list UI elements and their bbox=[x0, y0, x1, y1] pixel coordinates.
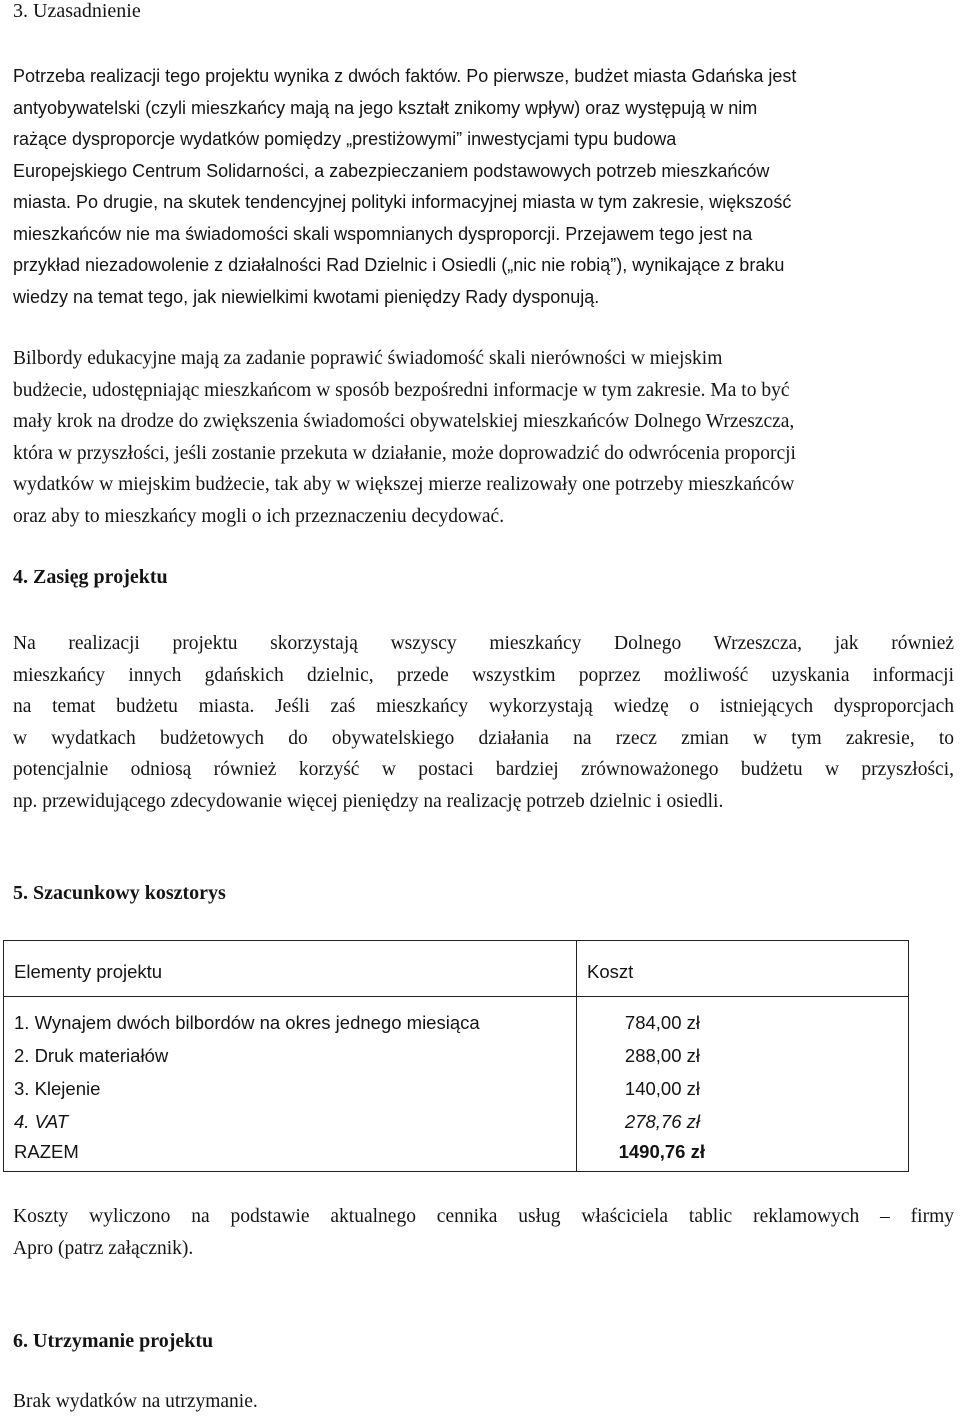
text-line: przykład niezadowolenie z działalności Rad Dzielnic i Osiedli („nic nie robią”), wynikające z braku bbox=[13, 255, 785, 275]
section-4-heading: 4. Zasięg projektu bbox=[13, 566, 168, 588]
total-value: 1490,76 zł bbox=[618, 1141, 705, 1162]
section-6-text: Brak wydatków na utrzymanie. bbox=[13, 1391, 258, 1412]
table-header-row bbox=[4, 941, 909, 997]
cost-cell: 140,00 zł bbox=[624, 1078, 700, 1099]
table-row bbox=[4, 1034, 909, 1067]
item-cell: 1. Wynajem dwóch bilbordów na okres jednego miesiąca bbox=[4, 997, 577, 1035]
text-line: wiedzy na temat tego, jak niewielkimi kwotami pieniędzy Rady dysponują. bbox=[13, 286, 600, 307]
cost-cell: 784,00 zł bbox=[624, 1012, 700, 1033]
text-line: Potrzeba realizacji tego projektu wynika z dwóch faktów. Po pierwsze, budżet miasta Gdańska jest bbox=[13, 66, 797, 86]
text-line: np. przewidującego zdecydowanie więcej pieniędzy na realizację potrzeb dzielnic i osiedli. bbox=[13, 790, 724, 812]
column-header-cost: Koszt bbox=[577, 941, 909, 997]
column-header-items: Elementy projektu bbox=[4, 941, 577, 997]
text-line: w wydatkach budżetowych do obywatelskiego działania na rzecz zmian w tym zakresie, to bbox=[13, 727, 954, 749]
table-row bbox=[4, 1067, 909, 1100]
table-total-row bbox=[4, 1133, 909, 1172]
cost-cell: 278,76 zł bbox=[624, 1111, 700, 1132]
section-3-paragraph-2 bbox=[13, 343, 954, 532]
text-line: Apro (patrz załącznik). bbox=[13, 1237, 194, 1259]
text-line: Europejskiego Centrum Solidarności, a zabezpieczaniem podstawowych potrzeb mieszkańców bbox=[13, 160, 770, 181]
section-6-heading: 6. Utrzymanie projektu bbox=[13, 1330, 214, 1352]
text-line: Na realizacji projektu skorzystają wszyscy mieszkańcy Dolnego Wrzeszcza, jak również bbox=[13, 633, 954, 654]
section-5-heading: 5. Szacunkowy kosztorys bbox=[13, 882, 226, 904]
text-line: potencjalnie odniosą również korzyść w postaci bardziej zrównoważonego budżetu w przyszłości, bbox=[13, 759, 954, 780]
text-line: antyobywatelski (czyli mieszkańcy mają na jego kształt znikomy wpływ) oraz występują w nim bbox=[13, 97, 758, 118]
text-line: mały krok na drodze do zwiększenia świadomości obywatelskiej mieszkańców Dolnego Wrzeszcza, bbox=[13, 411, 795, 432]
text-line: wydatków w miejskim budżecie, tak aby w większej mierze realizowały one potrzeby mieszkańców bbox=[13, 474, 795, 495]
text-line: na temat budżetu miasta. Jeśli zaś mieszkańcy wykorzystają wiedzę o istniejących dysproporcjach bbox=[13, 696, 954, 717]
section-3-paragraph-1 bbox=[13, 61, 954, 313]
item-cell: 3. Klejenie bbox=[4, 1067, 577, 1100]
cost-note bbox=[13, 1201, 954, 1264]
table-row bbox=[4, 1100, 909, 1133]
total-label: RAZEM bbox=[4, 1133, 577, 1172]
cost-table bbox=[3, 940, 909, 1172]
text-line: mieszkańcy innych gdańskich dzielnic, przede wszystkim poprzez możliwość uzyskania informacji bbox=[13, 664, 954, 686]
text-line: mieszkańców nie ma świadomości skali wspomnianych dysproporcji. Przejawem tego jest na bbox=[13, 223, 753, 244]
table-row bbox=[4, 997, 909, 1035]
section-4-paragraph bbox=[13, 628, 954, 817]
text-line: budżecie, udostępniając mieszkańcom w sposób bezpośredni informacje w tym zakresie. Ma to być bbox=[13, 379, 790, 401]
text-line: oraz aby to mieszkańcy mogli o ich przeznaczeniu decydować. bbox=[13, 505, 505, 527]
text-line: Bilbordy edukacyjne mają za zadanie poprawić świadomość skali nierówności w miejskim bbox=[13, 348, 723, 369]
cost-cell: 288,00 zł bbox=[624, 1045, 700, 1066]
text-line: która w przyszłości, jeśli zostanie przekuta w działanie, może doprowadzić do odwrócenia proporcji bbox=[13, 442, 796, 464]
text-line: Koszty wyliczono na podstawie aktualnego cennika usług właściciela tablic reklamowych – firmy bbox=[13, 1206, 954, 1227]
item-cell: 4. VAT bbox=[4, 1100, 577, 1133]
section-3-heading: 3. Uzasadnienie bbox=[13, 0, 141, 22]
item-cell: 2. Druk materiałów bbox=[4, 1034, 577, 1067]
text-line: rażące dysproporcje wydatków pomiędzy „prestiżowymi” inwestycjami typu budowa bbox=[13, 129, 677, 149]
text-line: miasta. Po drugie, na skutek tendencyjnej polityki informacyjnej miasta w tym zakresie, większość bbox=[13, 192, 792, 212]
